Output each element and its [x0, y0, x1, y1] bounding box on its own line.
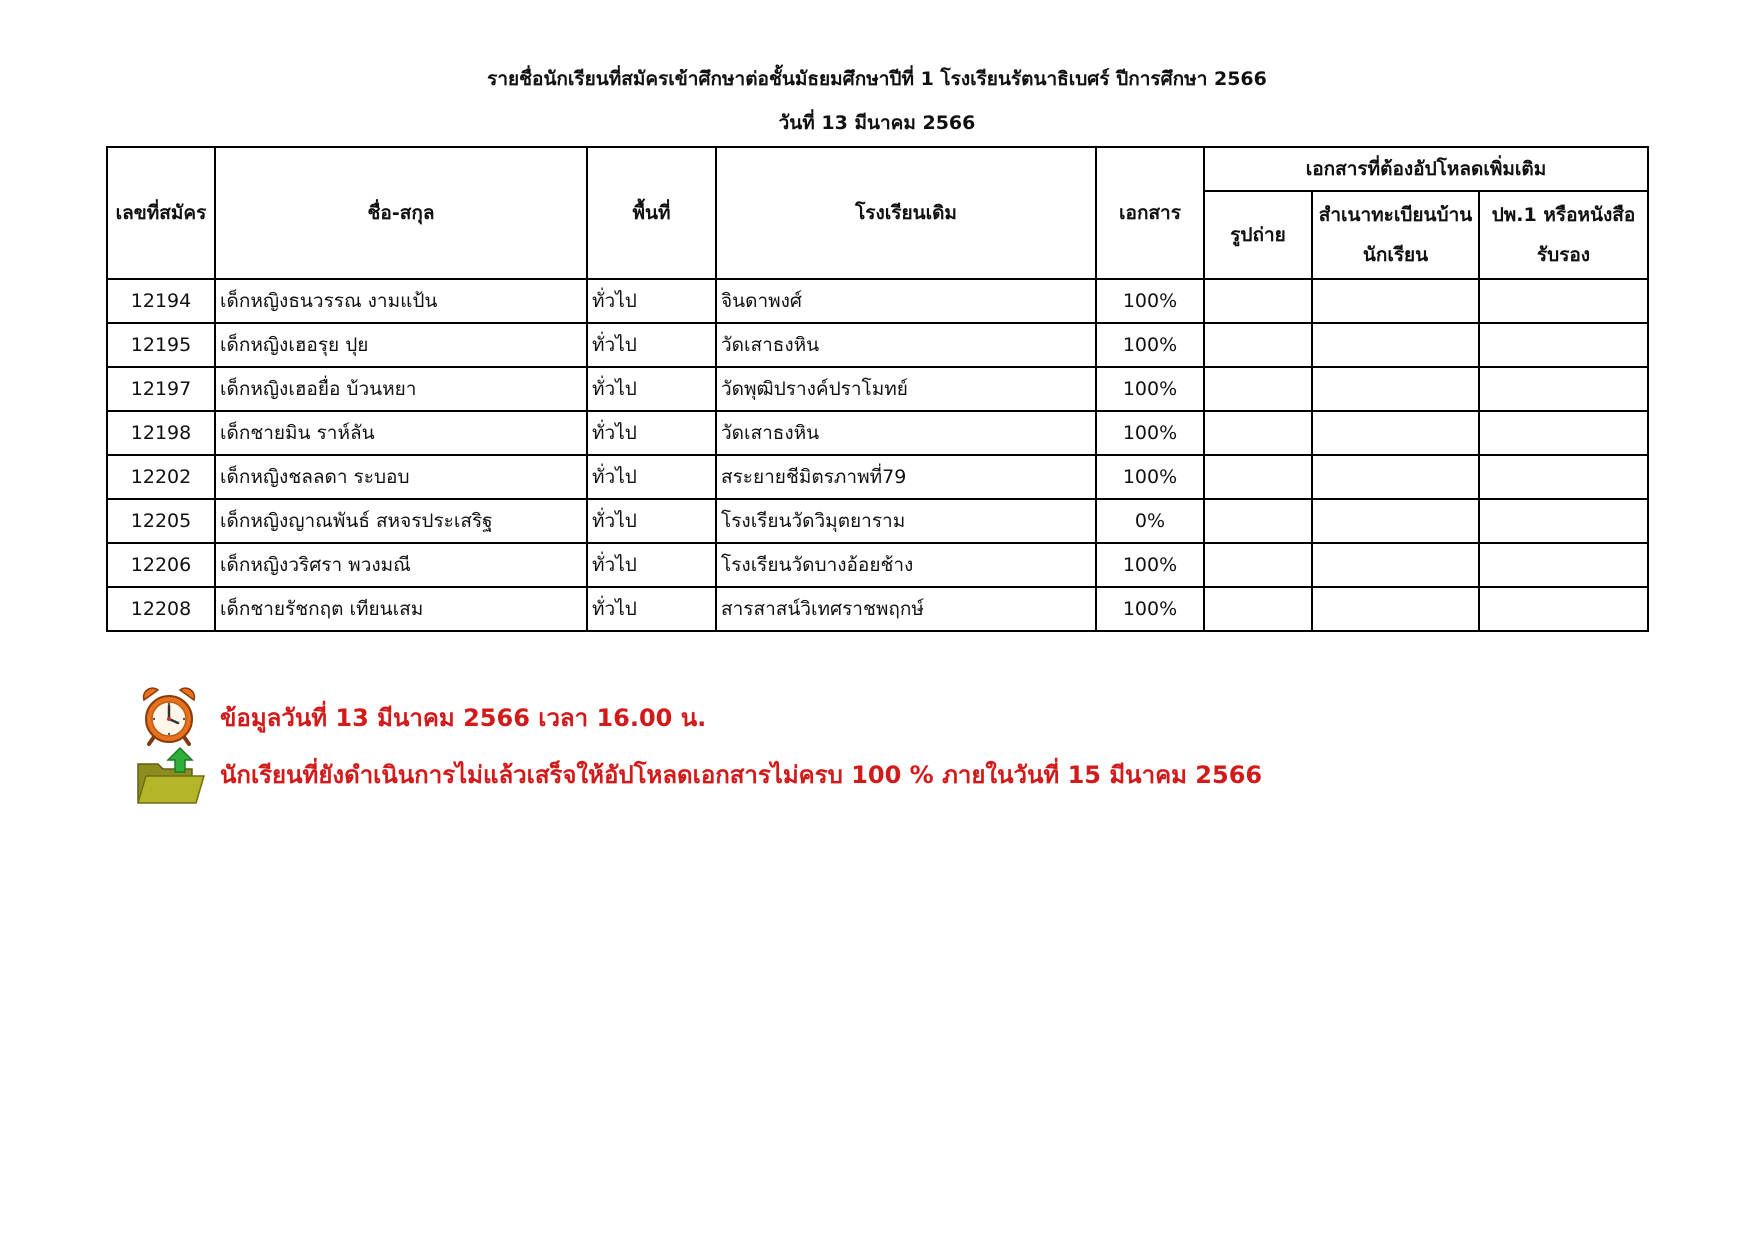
- table-row: [107, 499, 1648, 543]
- page-date: วันที่ 13 มีนาคม 2566: [778, 112, 976, 134]
- cell-house-registration: [1312, 411, 1479, 455]
- cell-certificate: [1479, 543, 1648, 587]
- cell-documents: 0%: [1096, 499, 1204, 543]
- cell-application-number: 12195: [107, 323, 215, 367]
- cell-previous-school: จินดาพงศ์: [716, 279, 1096, 323]
- cell-area: ทั่วไป: [587, 411, 716, 455]
- header-certificate: ปพ.1 หรือหนังสือรับรอง: [1479, 191, 1648, 279]
- cell-photo: [1204, 455, 1312, 499]
- applicant-table: [106, 146, 1649, 632]
- cell-previous-school: โรงเรียนวัดวิมุตยาราม: [716, 499, 1096, 543]
- cell-previous-school: สระยายชีมิตรภาพที่79: [716, 455, 1096, 499]
- header-application-number: เลขที่สมัคร: [107, 147, 215, 279]
- table-row: [107, 367, 1648, 411]
- cell-certificate: [1479, 367, 1648, 411]
- cell-area: ทั่วไป: [587, 543, 716, 587]
- cell-application-number: 12205: [107, 499, 215, 543]
- cell-house-registration: [1312, 279, 1479, 323]
- header-area: พื้นที่: [587, 147, 716, 279]
- cell-certificate: [1479, 499, 1648, 543]
- cell-full-name: เด็กหญิงเฮอยื่อ บ้วนหยา: [215, 367, 587, 411]
- cell-area: ทั่วไป: [587, 499, 716, 543]
- cell-area: ทั่วไป: [587, 323, 716, 367]
- cell-documents: 100%: [1096, 279, 1204, 323]
- cell-application-number: 12206: [107, 543, 215, 587]
- header-house-registration: สำเนาทะเบียนบ้านนักเรียน: [1312, 191, 1479, 279]
- cell-previous-school: โรงเรียนวัดบางอ้อยช้าง: [716, 543, 1096, 587]
- table-row: [107, 279, 1648, 323]
- cell-house-registration: [1312, 499, 1479, 543]
- cell-house-registration: [1312, 543, 1479, 587]
- alarm-clock-icon: [138, 686, 200, 748]
- cell-photo: [1204, 411, 1312, 455]
- cell-documents: 100%: [1096, 367, 1204, 411]
- cell-application-number: 12208: [107, 587, 215, 631]
- cell-photo: [1204, 499, 1312, 543]
- cell-certificate: [1479, 411, 1648, 455]
- cell-full-name: เด็กหญิงญาณพันธ์ สหจรประเสริฐ: [215, 499, 587, 543]
- upload-deadline-note: นักเรียนที่ยังดำเนินการไม่แล้วเสร็จให้อัปโหลดเอกสารไม่ครบ 100 % ภายในวันที่ 15 มีนาคม 2566: [220, 761, 1263, 789]
- cell-documents: 100%: [1096, 411, 1204, 455]
- cell-previous-school: วัดพุฒิปรางค์ปราโมทย์: [716, 367, 1096, 411]
- cell-area: ทั่วไป: [587, 587, 716, 631]
- cell-documents: 100%: [1096, 323, 1204, 367]
- cell-previous-school: สารสาสน์วิเทศราชพฤกษ์: [716, 587, 1096, 631]
- cell-photo: [1204, 279, 1312, 323]
- cell-documents: 100%: [1096, 543, 1204, 587]
- header-photo: รูปถ่าย: [1204, 191, 1312, 279]
- cell-area: ทั่วไป: [587, 279, 716, 323]
- cell-photo: [1204, 543, 1312, 587]
- cell-area: ทั่วไป: [587, 455, 716, 499]
- cell-certificate: [1479, 587, 1648, 631]
- cell-application-number: 12198: [107, 411, 215, 455]
- cell-full-name: เด็กหญิงชลลดา ระบอบ: [215, 455, 587, 499]
- cell-previous-school: วัดเสาธงหิน: [716, 323, 1096, 367]
- table-row: [107, 323, 1648, 367]
- cell-house-registration: [1312, 367, 1479, 411]
- table-row: [107, 543, 1648, 587]
- cell-house-registration: [1312, 455, 1479, 499]
- cell-application-number: 12194: [107, 279, 215, 323]
- header-documents: เอกสาร: [1096, 147, 1204, 279]
- cell-photo: [1204, 323, 1312, 367]
- header-full-name: ชื่อ-สกุล: [215, 147, 587, 279]
- cell-photo: [1204, 587, 1312, 631]
- cell-application-number: 12202: [107, 455, 215, 499]
- cell-documents: 100%: [1096, 455, 1204, 499]
- cell-full-name: เด็กหญิงวริศรา พวงมณี: [215, 543, 587, 587]
- cell-documents: 100%: [1096, 587, 1204, 631]
- cell-house-registration: [1312, 587, 1479, 631]
- cell-photo: [1204, 367, 1312, 411]
- folder-upload-icon: [134, 746, 206, 806]
- cell-house-registration: [1312, 323, 1479, 367]
- cell-previous-school: วัดเสาธงหิน: [716, 411, 1096, 455]
- cell-full-name: เด็กหญิงธนวรรณ งามแป้น: [215, 279, 587, 323]
- header-extra-documents-group: เอกสารที่ต้องอัปโหลดเพิ่มเติม: [1204, 147, 1648, 191]
- cell-certificate: [1479, 323, 1648, 367]
- table-row: [107, 587, 1648, 631]
- cell-full-name: เด็กชายมิน ราห์ลัน: [215, 411, 587, 455]
- header-previous-school: โรงเรียนเดิม: [716, 147, 1096, 279]
- cell-certificate: [1479, 455, 1648, 499]
- cell-full-name: เด็กหญิงเฮอรุย ปุย: [215, 323, 587, 367]
- cell-application-number: 12197: [107, 367, 215, 411]
- cell-full-name: เด็กชายรัชกฤต เทียนเสม: [215, 587, 587, 631]
- table-row: [107, 411, 1648, 455]
- data-timestamp-note: ข้อมูลวันที่ 13 มีนาคม 2566 เวลา 16.00 น.: [220, 704, 707, 732]
- cell-area: ทั่วไป: [587, 367, 716, 411]
- page-title: รายชื่อนักเรียนที่สมัครเข้าศึกษาต่อชั้นมัธยมศึกษาปีที่ 1 โรงเรียนรัตนาธิเบศร์ ปีการศึกษา 2566: [487, 68, 1267, 90]
- cell-certificate: [1479, 279, 1648, 323]
- table-row: [107, 455, 1648, 499]
